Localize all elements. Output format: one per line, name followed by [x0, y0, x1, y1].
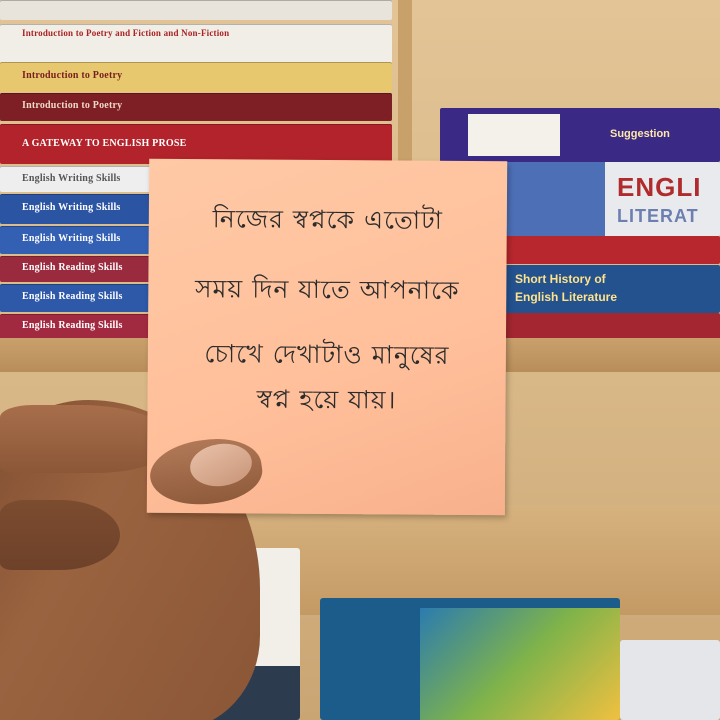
book-title: Suggestion: [610, 128, 670, 140]
book-cover: [620, 640, 720, 720]
book-spine: [0, 314, 160, 340]
hand-finger: [0, 500, 120, 570]
book-spine: [505, 265, 720, 313]
book-spine: [0, 0, 392, 20]
book-spine: [505, 162, 720, 236]
note-line: নিজের স্বপ্নকে এতোটা: [212, 204, 444, 235]
book-title: English Writing Skills: [22, 233, 121, 244]
book-title: LITERAT: [617, 206, 699, 226]
book-spine: [0, 284, 160, 312]
book-title: English Reading Skills: [22, 320, 123, 331]
book-spine: [0, 24, 392, 64]
book-title: Short History of: [515, 272, 606, 286]
book-cover: [320, 598, 620, 720]
book-title: English Reading Skills: [22, 262, 123, 273]
book-title: English Writing Skills: [22, 173, 121, 184]
book-title: English Literature: [515, 290, 618, 304]
book-title: English Reading Skills: [22, 291, 123, 302]
book-title: A GATEWAY TO ENGLISH PROSE: [22, 138, 187, 149]
book-title: ENGLI: [617, 172, 702, 202]
book-title: Introduction to Poetry and Fiction and Non-Fiction: [22, 28, 230, 38]
book-spine: [0, 166, 160, 192]
book-title: English Writing Skills: [22, 202, 121, 213]
book-spine: [0, 256, 160, 282]
book-spine: [0, 194, 160, 224]
book-title: Introduction to Poetry: [22, 70, 123, 81]
note-line: চোখে দেখাটাও মানুষের: [204, 339, 450, 370]
book-title: Introduction to Poetry: [22, 100, 123, 111]
note-line: সময় দিন যাতে আপনাকে: [194, 274, 460, 305]
book-spine: [0, 226, 160, 254]
book-spine: [505, 236, 720, 264]
book-spine: [0, 93, 392, 121]
book-spine: [0, 124, 392, 164]
book-spine: [0, 62, 392, 92]
note-line: স্বপ্ন হয়ে যায়।: [256, 384, 397, 415]
book-spine: [440, 108, 720, 162]
